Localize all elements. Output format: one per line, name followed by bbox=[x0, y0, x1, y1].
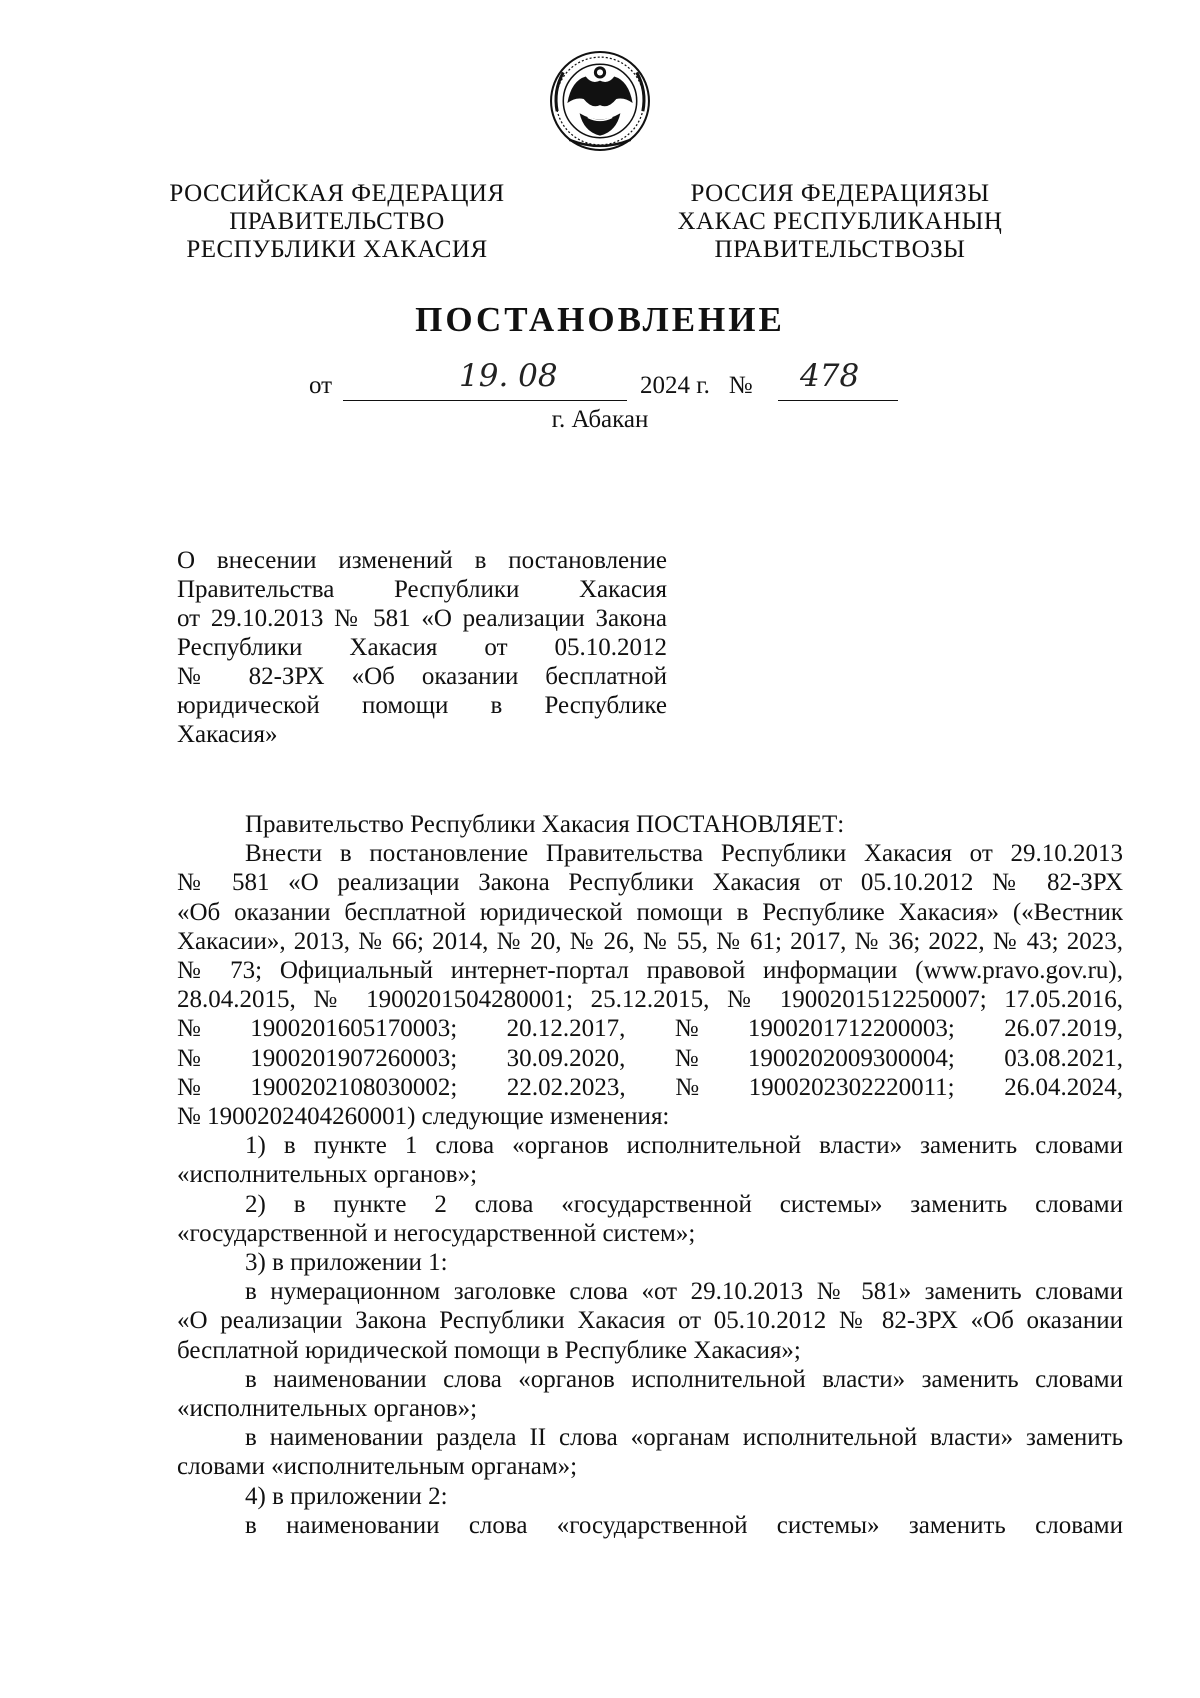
header-left-line: РЕСПУБЛИКИ ХАКАСИЯ bbox=[186, 236, 488, 263]
paragraph-line: «Об оказании бесплатной юридической помощи в Республике Хакасия» («Вестник bbox=[177, 898, 1123, 926]
document-title: ПОСТАНОВЛЕНИЕ bbox=[415, 300, 785, 339]
subject-line: Хакасия» bbox=[177, 721, 278, 748]
subject-line: № 82-ЗРХ «Об оказании бесплатной bbox=[177, 663, 667, 690]
handwritten-number: 478 bbox=[800, 358, 860, 394]
item-3-line: бесплатной юридической помощи в Республике Хакасия»; bbox=[177, 1336, 801, 1364]
item-4-line: в наименовании слова «государственной системы» заменить словами bbox=[245, 1511, 1123, 1539]
registry-cell: 1900201605170003; bbox=[250, 1015, 458, 1043]
item-3-line: в наименовании раздела II слова «органам исполнительной власти» заменить bbox=[245, 1424, 1123, 1452]
registry-row bbox=[177, 1014, 1123, 1043]
item-3-line: словами «исполнительным органам»; bbox=[177, 1453, 578, 1481]
registry-cell: 1900202302220011; bbox=[748, 1073, 955, 1101]
registry-cell: № bbox=[674, 1044, 699, 1072]
header-right-line: ХАКАС РЕСПУБЛИКАНЫҢ bbox=[677, 208, 1003, 235]
date-prefix: от bbox=[309, 372, 333, 399]
registry-cell: 26.04.2024, bbox=[1004, 1073, 1123, 1101]
registry-cell: 03.08.2021, bbox=[1004, 1044, 1123, 1072]
registry-cell: № bbox=[177, 1044, 201, 1072]
registry-row bbox=[177, 1073, 1123, 1102]
item-3-line: «исполнительных органов»; bbox=[177, 1395, 478, 1423]
header-right-line: ПРАВИТЕЛЬСТВОЗЫ bbox=[714, 236, 966, 263]
paragraph-line: № 1900202404260001) следующие изменения: bbox=[177, 1103, 670, 1131]
paragraph-line: № 581 «О реализации Закона Республики Хакасия от 05.10.2012 № 82-ЗРХ bbox=[177, 869, 1123, 897]
subject-line: Правительства Республики Хакасия bbox=[177, 576, 667, 603]
handwritten-date: 19. 08 bbox=[459, 358, 558, 394]
item-4-heading: 4) в приложении 2: bbox=[245, 1482, 448, 1510]
item-2-line: 2) в пункте 2 слова «государственной системы» заменить словами bbox=[245, 1190, 1123, 1218]
subject-block bbox=[177, 546, 667, 749]
registry-cell: 1900201907260003; bbox=[250, 1044, 458, 1072]
subject-line: юридической помощи в Республике bbox=[177, 692, 667, 719]
number-field bbox=[778, 358, 898, 401]
item-3-line: в нумерационном заголовке слова «от 29.10.2013 № 581» заменить словами bbox=[245, 1278, 1123, 1306]
header-left bbox=[137, 180, 537, 264]
document-body bbox=[177, 810, 1123, 1540]
registry-cell: 20.12.2017, bbox=[506, 1015, 626, 1043]
header-right bbox=[640, 180, 1040, 264]
registry-cell: 1900201712200003; bbox=[747, 1015, 955, 1043]
khakassia-emblem-icon bbox=[549, 50, 651, 152]
registry-cell: № bbox=[177, 1015, 201, 1043]
registry-cell: 22.02.2023, bbox=[506, 1073, 626, 1101]
registry-cell: № bbox=[674, 1015, 699, 1043]
header-left-line: РОССИЙСКАЯ ФЕДЕРАЦИЯ bbox=[169, 180, 505, 207]
registry-cell: № bbox=[675, 1073, 700, 1101]
date-field bbox=[343, 358, 627, 401]
subject-line: от 29.10.2013 № 581 «О реализации Закона bbox=[177, 605, 667, 632]
subject-line: Республики Хакасия от 05.10.2012 bbox=[177, 634, 667, 661]
item-2-line: «государственной и негосударственной систем»; bbox=[177, 1219, 696, 1247]
city-label: г. Абакан bbox=[551, 406, 649, 433]
registry-cell: 26.07.2019, bbox=[1004, 1015, 1123, 1043]
header-right-line: РОССИЯ ФЕДЕРАЦИЯЗЫ bbox=[690, 180, 990, 207]
paragraph-line: Внести в постановление Правительства Республики Хакасия от 29.10.2013 bbox=[245, 840, 1123, 868]
registry-cell: № bbox=[177, 1073, 201, 1101]
decree-line: Правительство Республики Хакасия ПОСТАНОВЛЯЕТ: bbox=[245, 811, 845, 838]
paragraph-line: № 73; Официальный интернет-портал правовой информации (www.pravo.gov.ru), bbox=[177, 957, 1123, 985]
paragraph-line: Хакасии», 2013, № 66; 2014, № 20, № 26, № 55, № 61; 2017, № 36; 2022, № 43; 2023, bbox=[177, 927, 1123, 955]
registry-cell: 1900202009300004; bbox=[747, 1044, 955, 1072]
registry-cell: 1900202108030002; bbox=[250, 1073, 458, 1101]
registry-cell: 30.09.2020, bbox=[506, 1044, 626, 1072]
item-3-line: «О реализации Закона Республики Хакасия от 05.10.2012 № 82-ЗРХ «Об оказании bbox=[177, 1307, 1123, 1335]
year-text: 2024 г. bbox=[640, 372, 710, 399]
number-label: № bbox=[728, 372, 753, 399]
year-label bbox=[640, 372, 753, 400]
registry-row bbox=[177, 1044, 1123, 1073]
item-1-line: «исполнительных органов»; bbox=[177, 1161, 478, 1189]
header-left-line: ПРАВИТЕЛЬСТВО bbox=[229, 208, 445, 235]
item-1-line: 1) в пункте 1 слова «органов исполнительной власти» заменить словами bbox=[245, 1132, 1123, 1160]
paragraph-line: 28.04.2015, № 1900201504280001; 25.12.2015, № 1900201512250007; 17.05.2016, bbox=[177, 986, 1123, 1014]
item-3-line: в наименовании слова «органов исполнительной власти» заменить словами bbox=[245, 1365, 1123, 1393]
item-3-heading: 3) в приложении 1: bbox=[245, 1249, 448, 1277]
subject-line: О внесении изменений в постановление bbox=[177, 547, 667, 574]
